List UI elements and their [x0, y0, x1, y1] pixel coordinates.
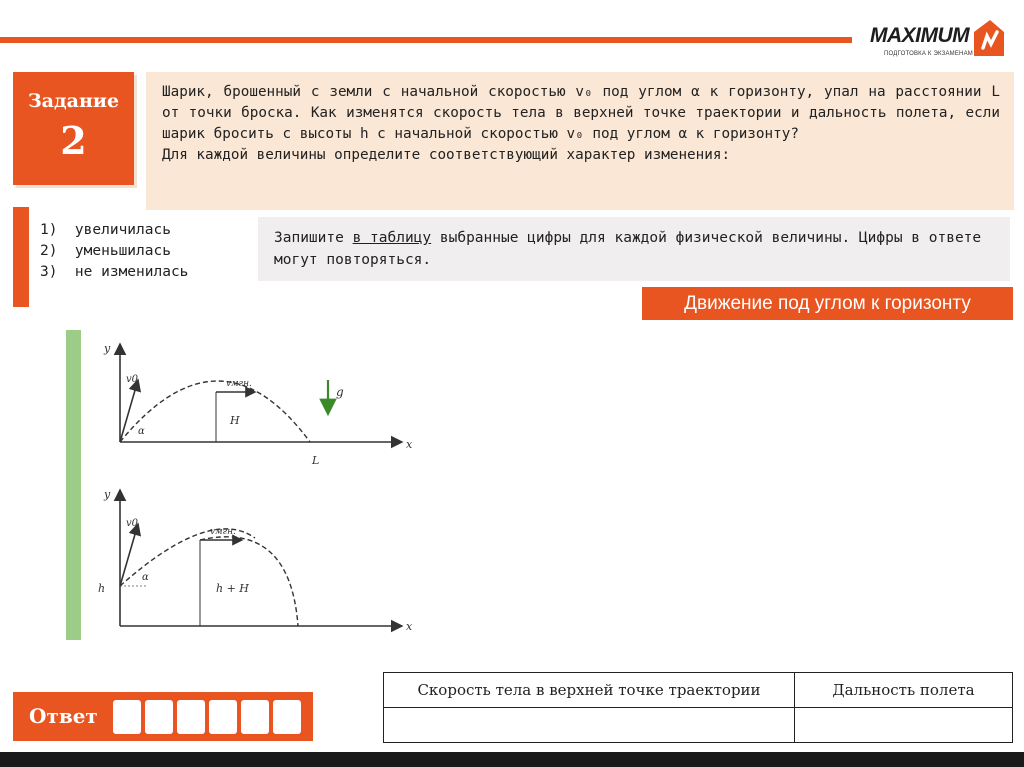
answer-table-cell[interactable] [384, 708, 795, 743]
problem-statement [146, 72, 1014, 210]
task-label: Задание [27, 90, 120, 112]
option-item: 3) не изменилась [40, 264, 189, 280]
x-axis-label-2: x [406, 620, 413, 633]
brand-name: MAXIMUM [870, 24, 970, 47]
brand-mark-icon [970, 18, 1006, 60]
y-axis-label-2: y [104, 488, 111, 501]
task-badge [13, 72, 134, 185]
answer-table-cell[interactable] [795, 708, 1013, 743]
v0-label-2: v0 [126, 518, 139, 529]
height-label: H [230, 414, 240, 427]
gravity-label: g [336, 385, 344, 399]
note-underlined: в таблицу [352, 230, 432, 246]
header-accent-bar [0, 37, 852, 43]
brand-logo [870, 16, 1010, 66]
problem-instruction: Для каждой величины определите соответствующий характер изменения: [162, 147, 731, 163]
answer-cell[interactable] [145, 700, 173, 734]
height-label-2: h + H [216, 582, 249, 595]
answer-table-header: Дальность полета [795, 673, 1013, 708]
start-height-label: h [98, 582, 106, 595]
diagram-elevated-launch [98, 488, 413, 633]
answer-cell[interactable] [209, 700, 237, 734]
answer-panel [13, 692, 313, 741]
answer-cell[interactable] [273, 700, 301, 734]
task-number: 2 [60, 118, 87, 163]
x-axis-label: x [406, 438, 413, 451]
angle-label: α [138, 426, 145, 437]
range-label: L [312, 454, 320, 467]
option-item: 1) увеличилась [40, 222, 171, 238]
diagram-ground-launch [103, 342, 413, 467]
options-accent-strip [13, 207, 29, 307]
v-inst-label-2: vмгн. [210, 527, 236, 537]
topic-banner: Движение под углом к горизонту [642, 287, 1013, 320]
answer-table-header: Скорость тела в верхней точке траектории [384, 673, 795, 708]
brand-tagline: ПОДГОТОВКА К ЭКЗАМЕНАМ [884, 51, 973, 57]
instruction-note [258, 217, 1010, 281]
angle-label-2: α [142, 572, 149, 583]
v-inst-label: vмгн. [226, 379, 252, 389]
answer-label: Ответ [29, 704, 98, 728]
answer-cell[interactable] [113, 700, 141, 734]
trajectory-diagrams [90, 330, 430, 635]
v0-label: v0 [126, 374, 139, 385]
footer-bar [0, 752, 1024, 767]
answer-cell[interactable] [241, 700, 269, 734]
answer-cell[interactable] [177, 700, 205, 734]
y-axis-label: y [104, 342, 111, 355]
note-text-start: Запишите [274, 230, 353, 246]
option-item: 2) уменьшилась [40, 243, 171, 259]
note-text-end: выбранные цифры для каждой физической величины. Цифры в ответе могут повторяться. [274, 230, 982, 268]
answer-table-header-row [384, 673, 1013, 708]
problem-text: Шарик, брошенный с земли с начальной скоростью v₀ под углом α к горизонту, упал на расстоянии L от точки броска. Как изменятся скорость тела в верхней точке траектории и дальность полета, если шарик бросить с высоты h с начальной скоростью v₀ под углом α к горизонту? [162, 84, 1000, 142]
answer-table [383, 672, 1013, 743]
diagram-accent-strip [66, 330, 81, 640]
answer-options-list [40, 220, 188, 283]
answer-table-input-row [384, 708, 1013, 743]
